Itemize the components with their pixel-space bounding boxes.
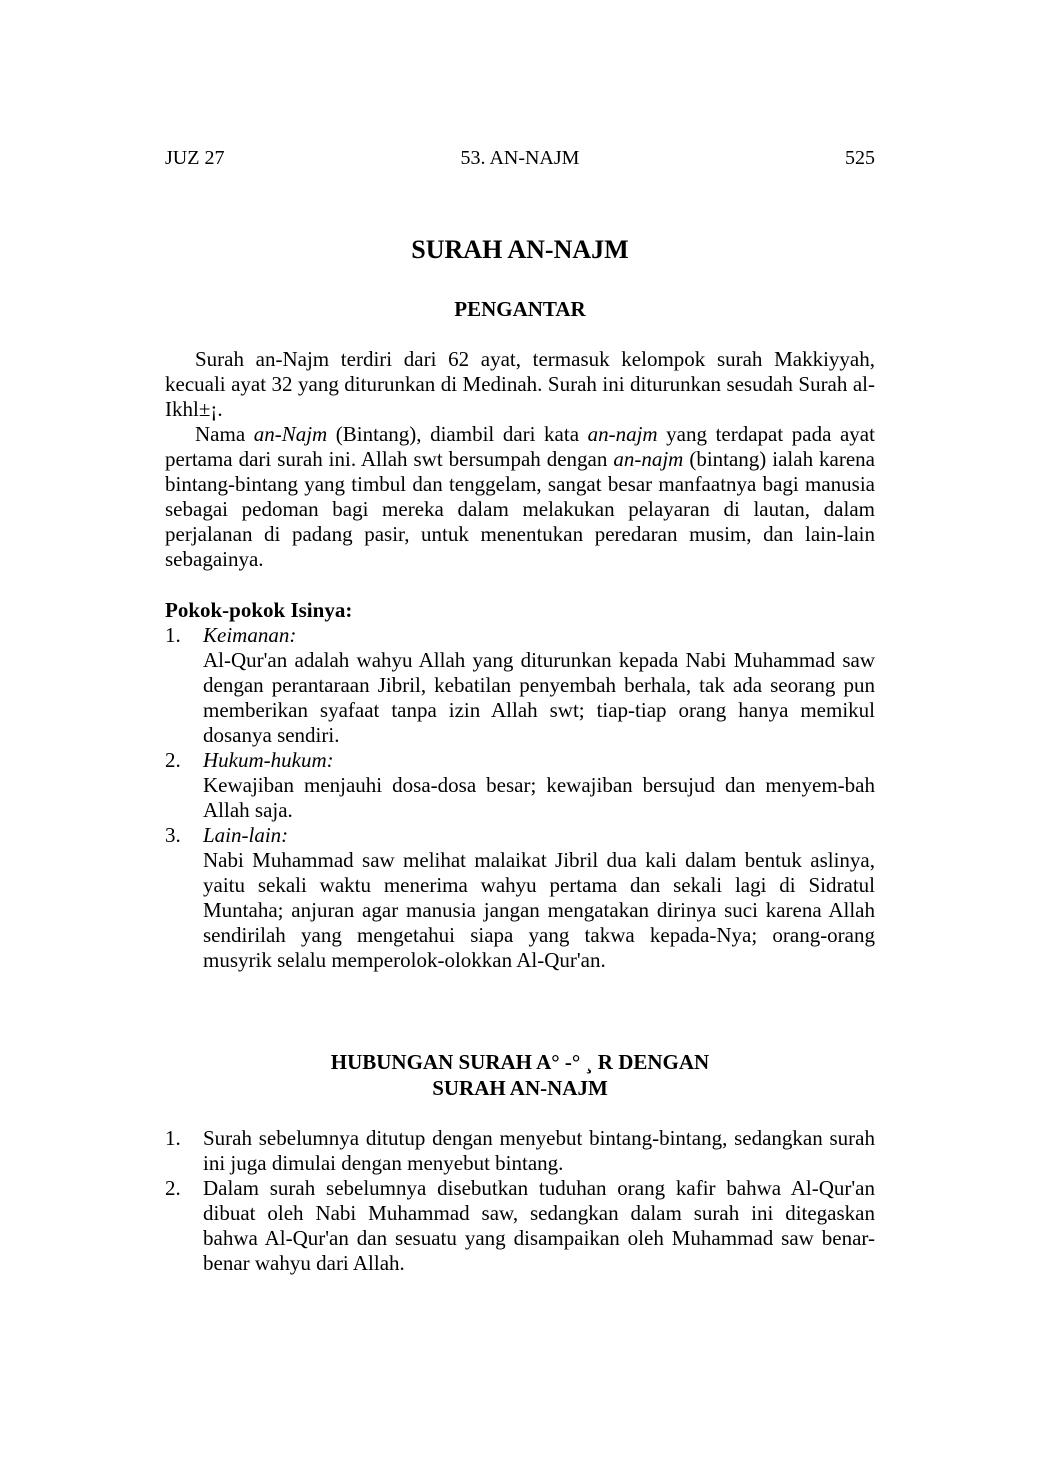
list-item-text: Al-Qur'an adalah wahyu Allah yang diturunkan kepada Nabi Muhammad saw dengan perantaraan Jibril, kebatilan penyembah berhala, tak ada seorang pun memberikan syafaat tanpa izin Allah swt; tiap-tiap orang hanya memikul dosanya sendiri. bbox=[203, 648, 875, 747]
intro-text-segment: (Bintang), diambil dari kata bbox=[327, 422, 588, 446]
intro-text-segment: yang terdapat pada ayat pertama dari surah ini. Allah swt bersumpah dengan bbox=[165, 422, 875, 471]
surah-label: 53. AN-NAJM bbox=[460, 147, 580, 169]
list-item-number: 1. bbox=[165, 623, 181, 647]
intro-paragraph-1: Surah an-Najm terdiri dari 62 ayat, termasuk kelompok surah Makkiyyah, kecuali ayat 32 yang diturunkan di Medinah. Surah ini diturunkan sesudah Surah al-Ikhl±¡. bbox=[165, 347, 875, 421]
list-item bbox=[165, 1126, 875, 1176]
page-title: SURAH AN-NAJM bbox=[411, 235, 629, 264]
list-item-text: Nabi Muhammad saw melihat malaikat Jibril dua kali dalam bentuk aslinya, yaitu sekali waktu menerima wahyu pertama dan sekali lagi di Sidratul Muntaha; anjuran agar manusia jangan mengatakan dirinya suci karena Allah sendirilah yang mengetahui siapa yang takwa kepada-Nya; orang-orang musyrik selalu memperolok-olokkan Al-Qur'an. bbox=[203, 848, 875, 972]
list-item-label: Keimanan: bbox=[203, 623, 297, 647]
list-item bbox=[165, 823, 875, 973]
list-item-number: 3. bbox=[165, 823, 181, 847]
relation-heading-line-2: SURAH AN-NAJM bbox=[432, 1076, 608, 1100]
list-item-label: Lain-lain: bbox=[203, 823, 289, 847]
list-item-number: 2. bbox=[165, 748, 181, 772]
list-item bbox=[165, 748, 875, 823]
list-item-number: 2. bbox=[165, 1176, 181, 1200]
points-heading: Pokok-pokok Isinya: bbox=[165, 598, 353, 622]
intro-paragraph-2 bbox=[165, 422, 875, 572]
intro-italic-term: an-najm bbox=[587, 422, 658, 446]
running-header bbox=[165, 145, 875, 173]
intro-text-segment: (bintang) ialah karena bintang-bintang yang timbul dan tenggelam, sangat besar manfaatnya bagi manusia sebagai pedoman bagi mereka dalam melakukan pelayaran di lautan, dalam perjalanan di padang pasir, untuk menentukan peredaran musim, dan lain-lain sebagainya. bbox=[165, 447, 875, 571]
page-number: 525 bbox=[845, 147, 875, 169]
list-item-text: Kewajiban menjauhi dosa-dosa besar; kewajiban bersujud dan menyem-bah Allah saja. bbox=[203, 773, 875, 822]
points-list bbox=[165, 623, 875, 973]
relation-heading-line-1: HUBUNGAN SURAH A° -° ¸ R DENGAN bbox=[330, 1050, 710, 1074]
relation-list bbox=[165, 1126, 875, 1276]
intro-italic-term: an-najm bbox=[613, 447, 684, 471]
relation-heading bbox=[165, 1049, 875, 1101]
list-item bbox=[165, 623, 875, 748]
list-item-text: Dalam surah sebelumnya disebutkan tuduhan orang kafir bahwa Al-Qur'an dibuat oleh Nabi Muhammad saw, sedangkan dalam surah ini ditegaskan bahwa Al-Qur'an dan sesuatu yang disampaikan oleh Muhammad saw benar-benar wahyu dari Allah. bbox=[203, 1176, 875, 1275]
list-item bbox=[165, 1176, 875, 1276]
intro-italic-term: an-Najm bbox=[253, 422, 328, 446]
intro-section bbox=[165, 347, 875, 572]
list-item-text: Surah sebelumnya ditutup dengan menyebut bintang-bintang, sedangkan surah ini juga dimulai dengan menyebut bintang. bbox=[203, 1126, 875, 1175]
juz-label: JUZ 27 bbox=[165, 147, 225, 169]
list-item-number: 1. bbox=[165, 1126, 181, 1150]
document-page bbox=[165, 0, 875, 1475]
intro-text-segment: Nama bbox=[195, 422, 254, 446]
list-item-label: Hukum-hukum: bbox=[203, 748, 334, 772]
section-heading-pengantar: PENGANTAR bbox=[454, 297, 586, 321]
